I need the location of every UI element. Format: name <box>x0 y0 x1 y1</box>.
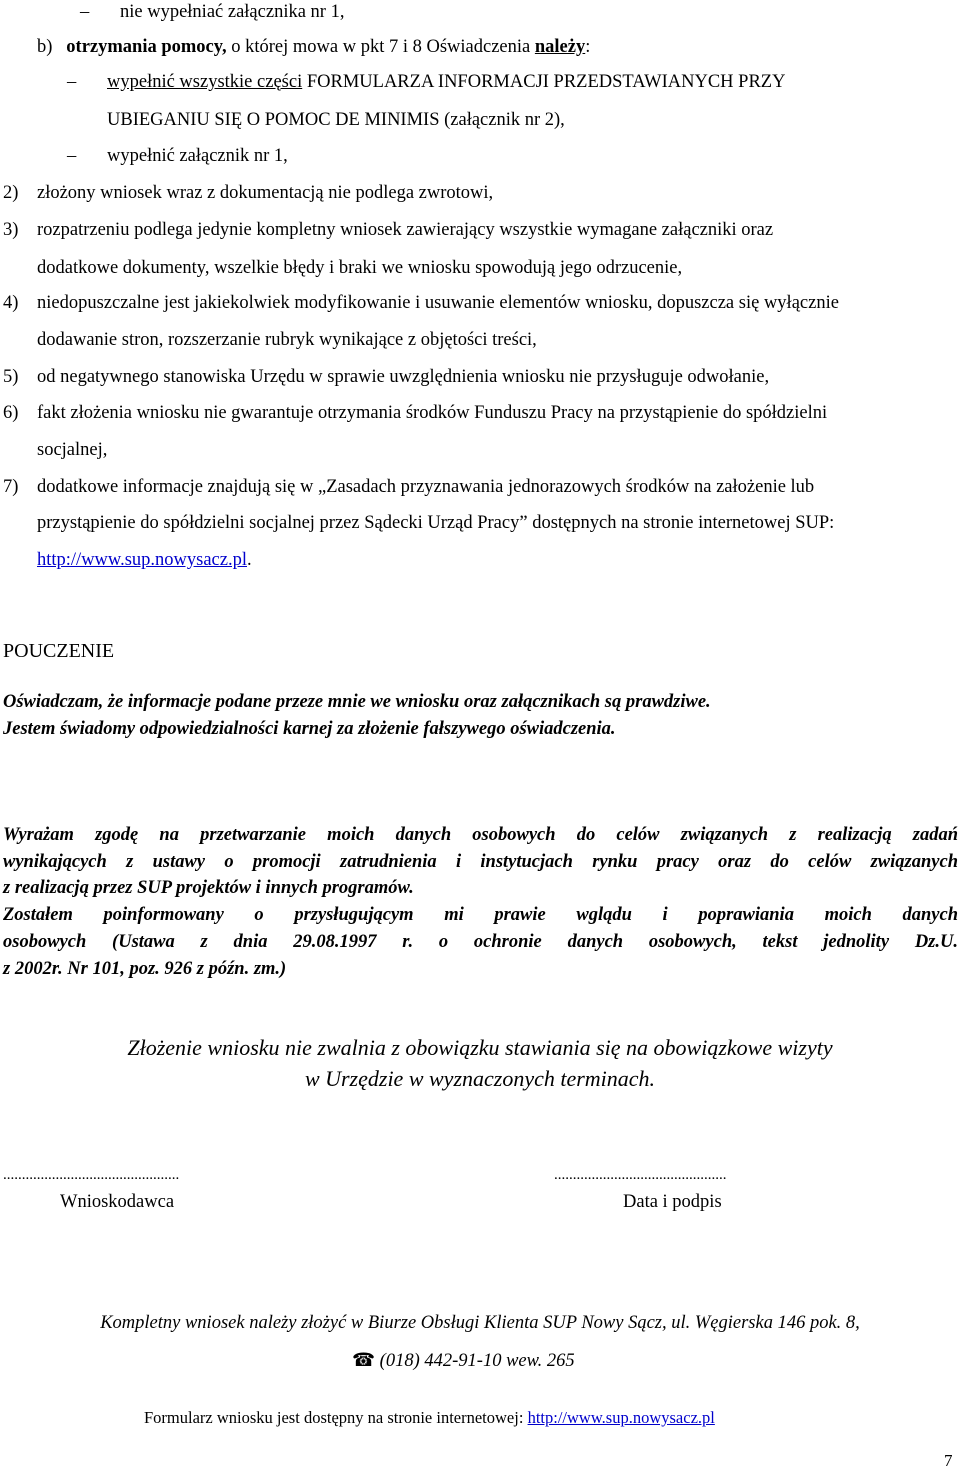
item-4: 4) niedopuszczalne jest jakiekolwiek modyfikowanie i usuwanie elementów wniosku, dopuszcza się wyłącznie <box>3 293 839 313</box>
notice-line-2: w Urzędzie w wyznaczonych terminach. <box>304 1066 656 1091</box>
page-number: 7 <box>944 1451 953 1470</box>
item-6: 6) fakt złożenia wniosku nie gwarantuje otrzymania środków Funduszu Pracy na przystąpienie do spółdzielni <box>3 403 828 423</box>
pouczenie-line-2: Jestem świadomy odpowiedzialności karnej za złożenie fałszywego oświadczenia. <box>3 719 616 739</box>
list-item-b-dash1: – wypełnić wszystkie części FORMULARZA INFORMACJI PRZEDSTAWIANYCH PRZY <box>67 72 786 92</box>
footer-website-link[interactable]: http://www.sup.nowysacz.pl <box>527 1408 715 1427</box>
footer-availability: Formularz wniosku jest dostępny na stronie internetowej: http://www.sup.nowysacz.pl <box>144 1408 715 1427</box>
item-7-cont: przystąpienie do spółdzielni socjalnej przez Sądecki Urząd Pracy” dostępnych na stronie internetowej SUP: <box>37 513 835 533</box>
item-6-cont: socjalnej, <box>37 440 108 460</box>
applicant-signature-line: ............................................... <box>3 1167 180 1183</box>
footer-phone: ☎ (018) 442-91-10 wew. 265 <box>352 1351 575 1371</box>
item-5: 5) od negatywnego stanowiska Urzędu w sprawie uwzględnienia wniosku nie przysługuje odwołanie, <box>3 367 770 387</box>
consent-line-1: Wyrażam zgodę na przetwarzanie moich danych osobowych do celów związanych z realizacją zadań <box>3 825 958 845</box>
consent-line-6: z 2002r. Nr 101, poz. 926 z późn. zm.) <box>3 959 287 979</box>
consent-line-2: wynikających z ustawy o promocji zatrudnienia i instytucjach rynku pracy oraz do celów związanych <box>3 852 958 872</box>
item-4-cont: dodawanie stron, rozszerzanie rubryk wynikające z objętości treści, <box>37 330 537 350</box>
list-item-b-dash2: – wypełnić załącznik nr 1, <box>67 146 288 166</box>
footer-address: Kompletny wniosek należy złożyć w Biurze Obsługi Klienta SUP Nowy Sącz, ul. Węgierska 146 pok. 8, <box>100 1313 860 1333</box>
consent-line-4: Zostałem poinformowany o przysługującym mi prawie wglądu i poprawiania moich danych <box>3 905 958 925</box>
item-7-link-line: http://www.sup.nowysacz.pl. <box>37 550 252 570</box>
notice-line-1: Złożenie wniosku nie zwalnia z obowiązku stawiania się na obowiązkowe wizyty <box>127 1035 833 1060</box>
list-item-b-dash1-cont: UBIEGANIU SIĘ O POMOC DE MINIMIS (załącznik nr 2), <box>107 110 565 130</box>
item-3: 3) rozpatrzeniu podlega jedynie kompletny wniosek zawierający wszystkie wymagane załączniki oraz <box>3 220 774 240</box>
applicant-label: Wnioskodawca <box>60 1192 175 1212</box>
pouczenie-heading: POUCZENIE <box>3 640 115 662</box>
consent-line-5: osobowych (Ustawa z dnia 29.08.1997 r. o ochronie danych osobowych, tekst jednolity Dz.U. <box>3 932 958 952</box>
list-item-b: b) otrzymania pomocy, o której mowa w pkt 7 i 8 Oświadczenia należy: <box>37 37 591 57</box>
list-item-a: – nie wypełniać załącznika nr 1, <box>80 2 345 22</box>
item-2: 2) złożony wniosek wraz z dokumentacją nie podlega zwrotowi, <box>3 183 494 203</box>
date-signature-line: .............................................. <box>554 1167 727 1183</box>
sup-website-link[interactable]: http://www.sup.nowysacz.pl <box>37 550 247 570</box>
item-3-cont: dodatkowe dokumenty, wszelkie błędy i braki we wniosku spowodują jego odrzucenie, <box>37 258 683 278</box>
phone-icon: ☎ <box>352 1351 376 1371</box>
pouczenie-line-1: Oświadczam, że informacje podane przeze mnie we wniosku oraz załącznikach są prawdziwe. <box>3 692 711 712</box>
item-7: 7) dodatkowe informacje znajdują się w „Zasadach przyznawania jednorazowych środków na założenie lub <box>3 477 815 497</box>
date-signature-label: Data i podpis <box>623 1192 722 1212</box>
consent-line-3: z realizacją przez SUP projektów i innych programów. <box>3 878 414 898</box>
